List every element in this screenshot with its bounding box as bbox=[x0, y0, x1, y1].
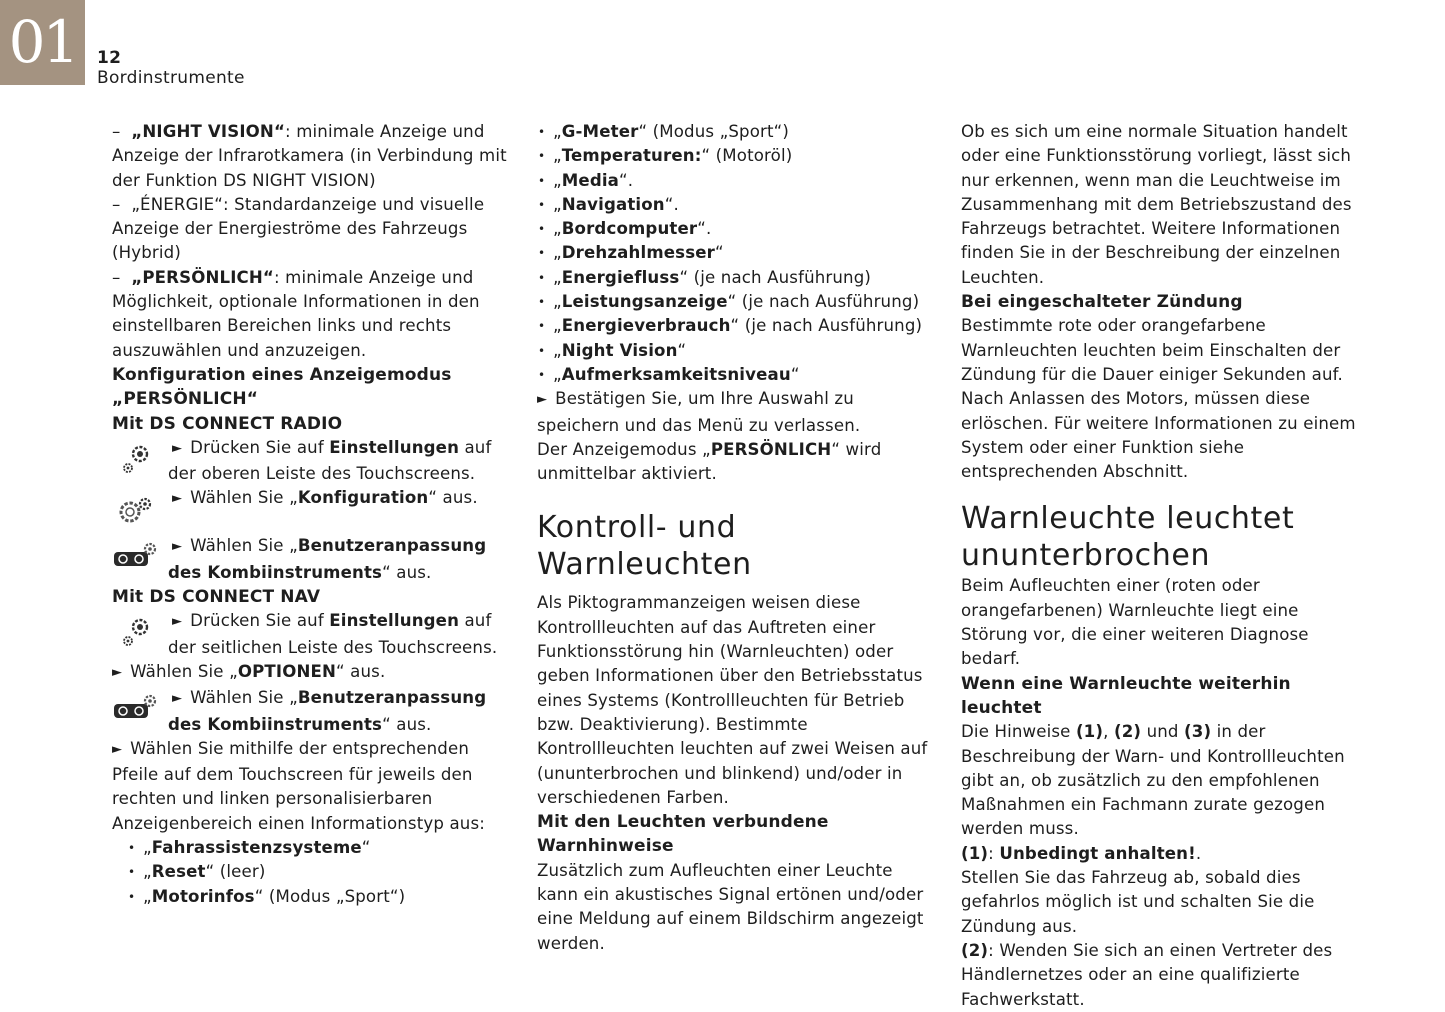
column-right bbox=[961, 120, 1361, 1012]
ignition-subheading: Bei eingeschalteter Zündung bbox=[961, 292, 1243, 313]
list-item: • „Motorinfos“ (Modus „Sport“) bbox=[112, 885, 512, 909]
list-item: • „Reset“ (leer) bbox=[112, 860, 512, 884]
mode-activated-text: Der Anzeigemodus „PERSÖNLICH“ wird unmittelbar aktiviert. bbox=[537, 439, 882, 484]
section-title: Bordinstrumente bbox=[97, 68, 245, 88]
situation-paragraph: Ob es sich um eine normale Situation handelt oder eine Funktionsstörung vorliegt, lässt sich nur erkennen, wenn man die Leuchtweise im Zusammenhang mit dem Betriebszustand des Fahrzeugs betrachtet. Weitere Informationen finden Sie in der Beschreibung der einzelnen Leuchten. bbox=[961, 122, 1352, 287]
note-1-title: (1): Unbedingt anhalten!. bbox=[961, 843, 1202, 863]
nav-heading: Mit DS CONNECT NAV bbox=[112, 587, 321, 608]
list-item: • „Energieverbrauch“ (je nach Ausführung) bbox=[522, 314, 937, 338]
radio-step-cluster: ► Wählen Sie „Benutzeranpassung des Kombiinstruments“ aus. bbox=[112, 534, 512, 585]
radio-step-configuration: ► Wählen Sie „Konfiguration“ aus. bbox=[112, 486, 512, 534]
still-lit-subheading: Wenn eine Warnleuchte weiterhin leuchtet bbox=[961, 673, 1291, 718]
hints-paragraph: Die Hinweise (1), (2) und (3) in der Beschreibung der Warn- und Kontrollleuchten gibt an, ob zusätzlich zu den empfohlenen Maßnahmen ein Fachmann zurate gezogen werden muss. bbox=[961, 722, 1345, 839]
column-middle bbox=[537, 120, 937, 956]
continuous-light-heading: Warnleuchte leuchtet ununterbrochen bbox=[961, 501, 1295, 574]
list-item: • „Leistungsanzeige“ (je nach Ausführung) bbox=[522, 290, 937, 314]
nav-step-options: ► Wählen Sie „OPTIONEN“ aus. bbox=[112, 661, 386, 681]
info-type-list-continued bbox=[522, 120, 937, 387]
list-item: • „Bordcomputer“. bbox=[522, 217, 937, 241]
note-2-text: (2): Wenden Sie sich an einen Vertreter des Händlernetzes oder an eine qualifizierte Fachwerkstatt. bbox=[961, 940, 1333, 1009]
continuous-light-paragraph: Beim Aufleuchten einer (roten oder orangefarbenen) Warnleuchte liegt eine Störung vor, die einer weiteren Diagnose bedarf. bbox=[961, 576, 1309, 669]
nav-step-cluster: ► Wählen Sie „Benutzeranpassung des Kombiinstruments“ aus. bbox=[112, 686, 512, 737]
settings-gears-icon bbox=[112, 440, 160, 480]
radio-heading: Mit DS CONNECT RADIO bbox=[112, 413, 343, 434]
settings-gears-icon bbox=[112, 613, 160, 653]
instrument-cluster-icon bbox=[112, 538, 160, 578]
list-item: • „Energiefluss“ (je nach Ausführung) bbox=[522, 266, 937, 290]
confirm-instruction: ► Bestätigen Sie, um Ihre Auswahl zu speichern und das Menü zu verlassen. bbox=[537, 389, 861, 435]
list-item: • „Media“. bbox=[522, 169, 937, 193]
warnings-text: Zusätzlich zum Aufleuchten einer Leuchte kann ein akustisches Signal ertönen und/oder eine Meldung auf einem Bildschirm angezeigt werden. bbox=[537, 860, 924, 953]
instrument-cluster-icon bbox=[112, 690, 160, 730]
paragraph-energie: – „ÉNERGIE“: Standardanzeige und visuelle Anzeige der Energieströme des Fahrzeugs (Hybrid) bbox=[112, 194, 485, 263]
list-item: • „Fahrassistenzsysteme“ bbox=[112, 836, 512, 860]
radio-step-settings: ► Drücken Sie auf Einstellungen auf der oberen Leiste des Touchscreens. bbox=[112, 436, 512, 487]
column-left bbox=[112, 120, 512, 909]
config-heading: Konfiguration eines Anzeigemodus „PERSÖNLICH“ bbox=[112, 364, 452, 410]
list-item: • „Navigation“. bbox=[522, 193, 937, 217]
list-item: • „G-Meter“ (Modus „Sport“) bbox=[522, 120, 937, 144]
warning-lights-intro: Als Piktogrammanzeigen weisen diese Kontrollleuchten auf das Auftreten einer Funktionsstörung hin (Warnleuchten) oder geben Informationen über den Betriebsstatus eines Systems (Kontrollleuchten für Betrieb bzw. Deaktivierung). Bestimmte Kontrollleuchten leuchten auf zwei Weisen auf (ununterbrochen und blinkend) und/oder in verschiedenen Farben. bbox=[537, 593, 928, 807]
warning-lights-heading: Kontroll- und Warnleuchten bbox=[537, 510, 752, 583]
list-item: • „Drehzahlmesser“ bbox=[522, 241, 937, 265]
list-item: • „Aufmerksamkeitsniveau“ bbox=[522, 363, 937, 387]
paragraph-persoenlich: – „PERSÖNLICH“: minimale Anzeige und Möglichkeit, optionale Informationen in den einstellbaren Bereichen links und rechts auszuwählen und anzuzeigen. bbox=[112, 267, 480, 360]
chapter-tab: 01 bbox=[0, 0, 85, 85]
page-number: 12 bbox=[97, 48, 122, 68]
configuration-gears-icon bbox=[112, 492, 160, 532]
info-type-list bbox=[112, 836, 512, 909]
list-item: • „Temperaturen:“ (Motoröl) bbox=[522, 144, 937, 168]
note-1-text: Stellen Sie das Fahrzeug ab, sobald dies gefahrlos möglich ist und schalten Sie die Zündung aus. bbox=[961, 868, 1315, 936]
list-item: • „Night Vision“ bbox=[522, 339, 937, 363]
ignition-paragraph: Bestimmte rote oder orangefarbene Warnleuchten leuchten beim Einschalten der Zündung für die Dauer einiger Sekunden auf. Nach Anlassen des Motors, müssen diese erlöschen. Für weitere Informationen zu einem System oder einer Funktion siehe entsprechenden Abschnitt. bbox=[961, 316, 1356, 482]
nav-step-settings: ► Drücken Sie auf Einstellungen auf der seitlichen Leiste des Touchscreens. bbox=[112, 609, 512, 660]
paragraph-night-vision: – „NIGHT VISION“: minimale Anzeige und Anzeige der Infrarotkamera (in Verbindung mit der Funktion DS NIGHT VISION) bbox=[112, 122, 507, 190]
warnings-subheading: Mit den Leuchten verbundene Warnhinweise bbox=[537, 812, 829, 857]
select-instruction: ► Wählen Sie mithilfe der entsprechenden Pfeile auf dem Touchscreen für jeweils den rechten und linken personalisierbaren Anzeigenbereich einen Informationstyp aus: bbox=[112, 738, 485, 833]
